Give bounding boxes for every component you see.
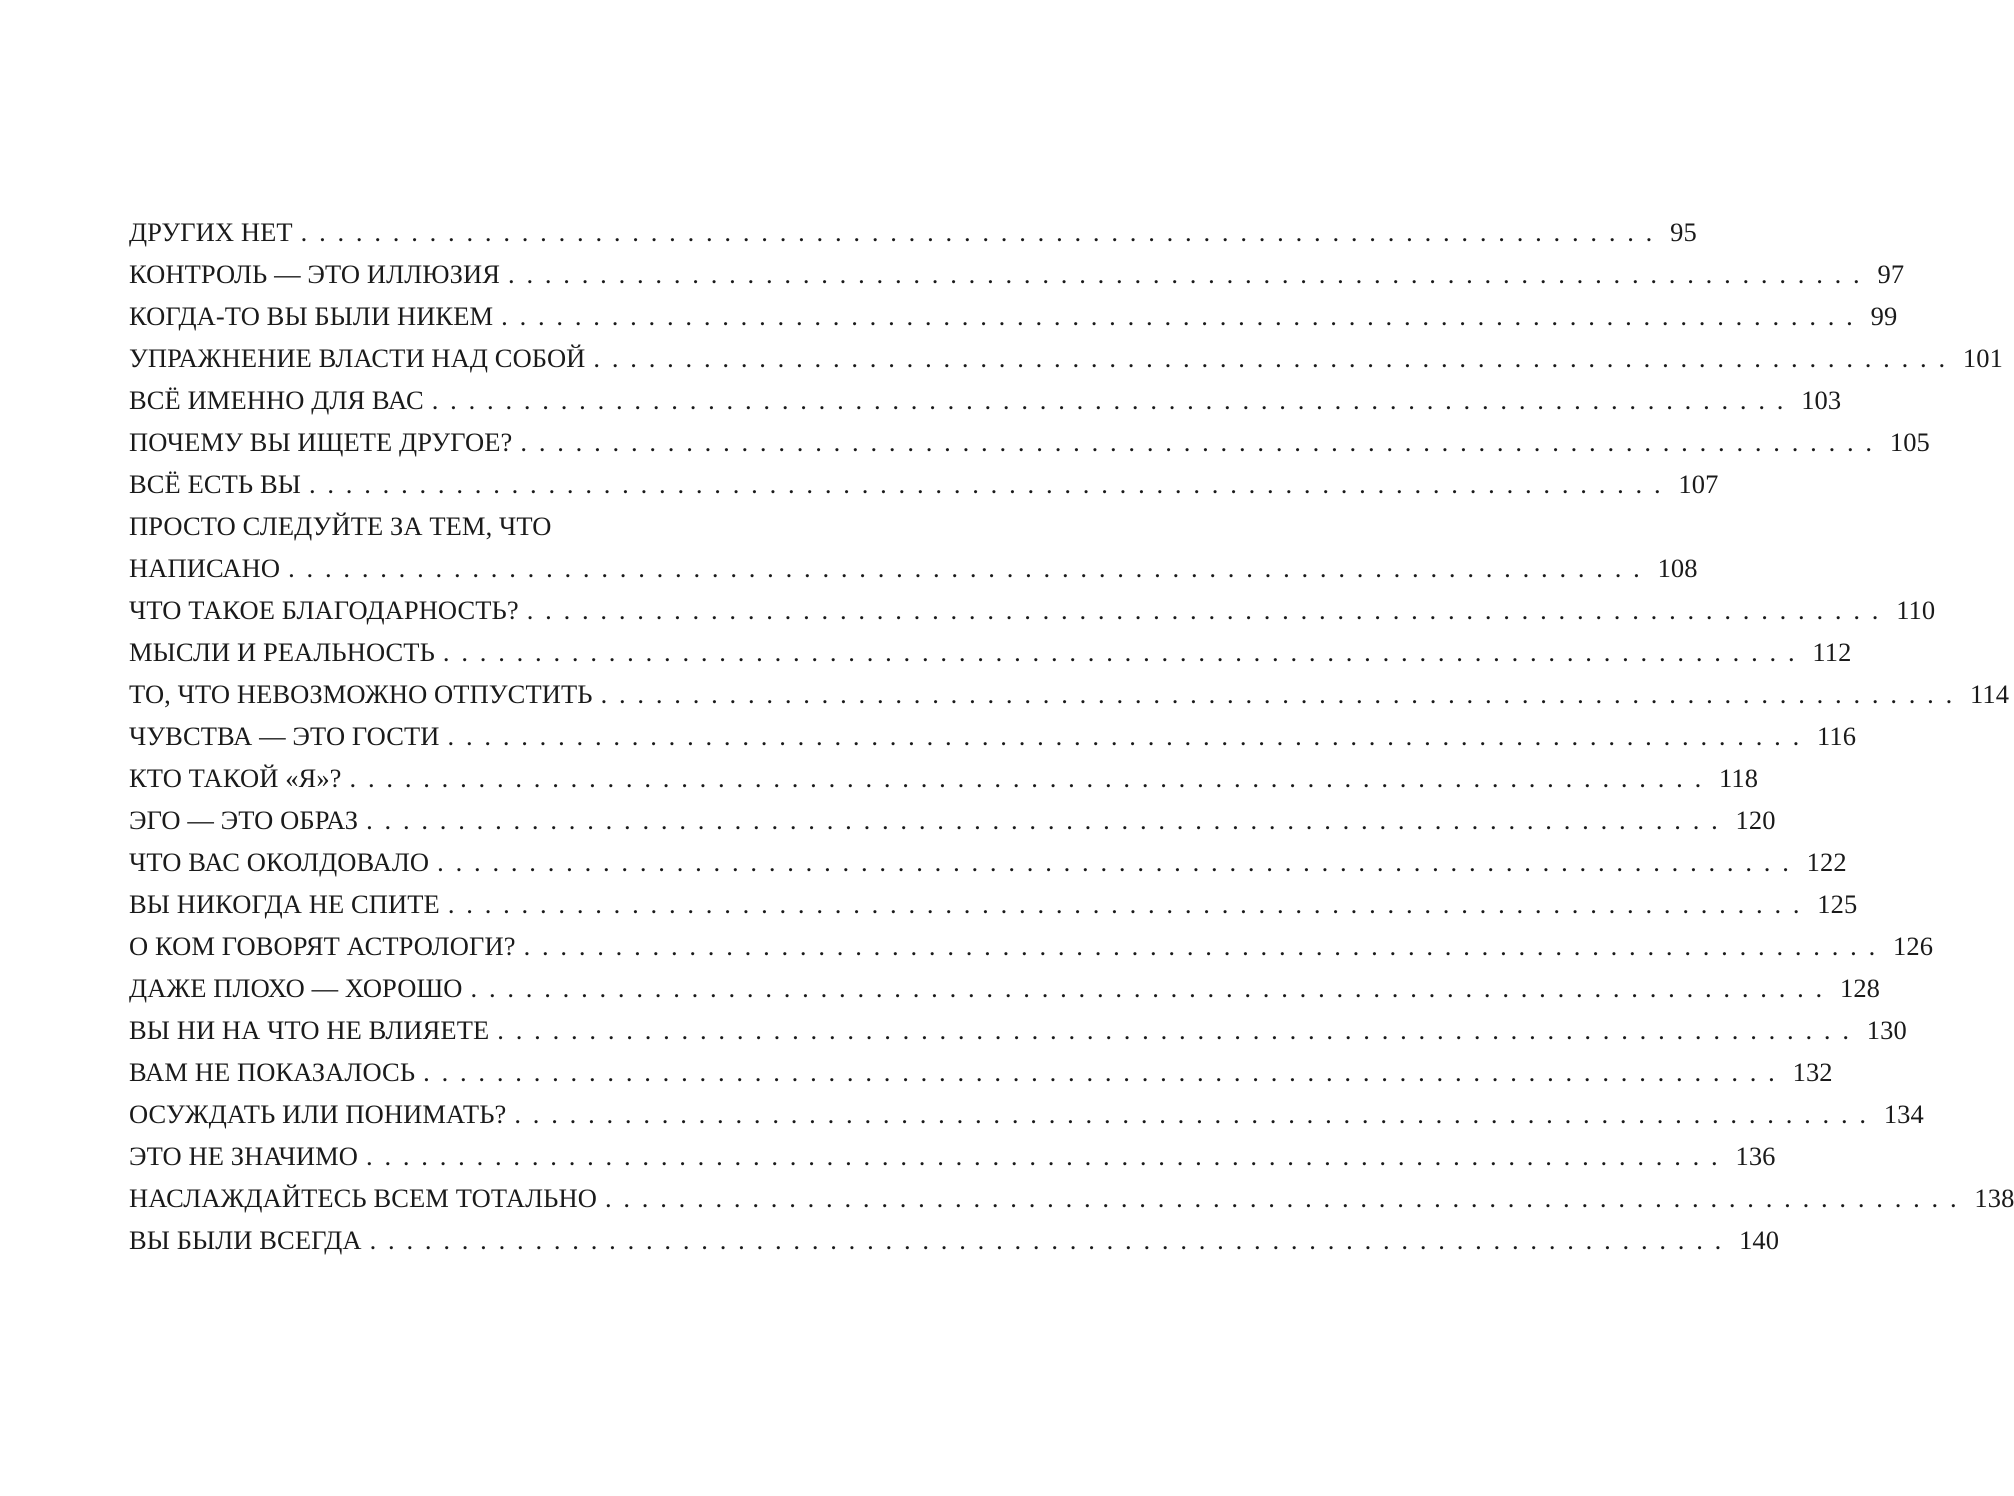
toc-entry-page-number: 125 bbox=[1817, 889, 1858, 919]
toc-entry bbox=[129, 799, 1776, 841]
toc-entry-title: ПОЧЕМУ ВЫ ИЩЕТЕ ДРУГОЕ? bbox=[129, 427, 513, 457]
toc-entry-page-number: 112 bbox=[1812, 637, 1852, 667]
toc-dot-leader: .......................................................................... bbox=[470, 973, 1834, 1003]
toc-entry-title: ЧТО ВАС ОКОЛДОВАЛО bbox=[129, 847, 430, 877]
toc-entry-page-number: 116 bbox=[1817, 721, 1857, 751]
toc-dot-leader: .......................................................................... bbox=[447, 889, 1812, 919]
toc-entry bbox=[129, 253, 1905, 295]
toc-entry-title: ЭТО НЕ ЗНАЧИМО bbox=[129, 1141, 359, 1171]
toc-entry bbox=[129, 1009, 1907, 1051]
toc-entry-page-number: 132 bbox=[1792, 1057, 1833, 1087]
toc-dot-leader: .......................................................................... bbox=[288, 553, 1652, 583]
toc-entry-title: КТО ТАКОЙ «Я»? bbox=[129, 763, 342, 793]
toc-entry bbox=[129, 295, 1898, 337]
toc-entry-page-number: 97 bbox=[1877, 259, 1905, 289]
toc-entry bbox=[129, 841, 1847, 883]
toc-dot-leader: .......................................................................... bbox=[526, 595, 1891, 625]
toc-entry-page-number: 101 bbox=[1962, 343, 2003, 373]
toc-dot-leader: .......................................................................... bbox=[600, 679, 1965, 709]
toc-entry-title: ВЫ НИКОГДА НЕ СПИТЕ bbox=[129, 889, 440, 919]
toc-dot-leader: .......................................................................... bbox=[437, 847, 1801, 877]
toc-entry-page-number: 99 bbox=[1870, 301, 1898, 331]
toc-entry bbox=[129, 337, 2003, 379]
toc-entry bbox=[129, 1051, 1833, 1093]
toc-entry bbox=[129, 589, 1936, 631]
toc-entry-title: УПРАЖНЕНИЕ ВЛАСТИ НАД СОБОЙ bbox=[129, 343, 586, 373]
toc-dot-leader: .......................................................................... bbox=[423, 1057, 1787, 1087]
toc-entry-page-number: 114 bbox=[1970, 679, 2010, 709]
toc-dot-leader: .......................................................................... bbox=[520, 427, 1884, 457]
toc-entry bbox=[129, 1177, 2014, 1219]
toc-entry bbox=[129, 421, 1930, 463]
toc-entry bbox=[129, 505, 787, 547]
toc-entry-title: ДАЖЕ ПЛОХО — ХОРОШО bbox=[129, 973, 463, 1003]
toc-entry-title: ЧУВСТВА — ЭТО ГОСТИ bbox=[129, 721, 440, 751]
toc-entry-title: ВАМ НЕ ПОКАЗАЛОСЬ bbox=[129, 1057, 416, 1087]
toc-entry-title: НАСЛАЖДАЙТЕСЬ ВСЕМ ТОТАЛЬНО bbox=[129, 1183, 597, 1213]
toc-entry bbox=[129, 673, 2010, 715]
toc-entry-title: ДРУГИХ НЕТ bbox=[129, 217, 293, 247]
toc-dot-leader: .......................................................................... bbox=[308, 469, 1673, 499]
toc-dot-leader: .......................................................................... bbox=[604, 1183, 1969, 1213]
toc-entry-title: ВЫ БЫЛИ ВСЕГДА bbox=[129, 1225, 362, 1255]
toc-entry-page-number: 134 bbox=[1883, 1099, 1924, 1129]
toc-entry-title: ВСЁ ИМЕННО ДЛЯ ВАС bbox=[129, 385, 424, 415]
toc-entry bbox=[129, 1135, 1776, 1177]
toc-entry bbox=[129, 715, 1857, 757]
toc-entry-page-number: 128 bbox=[1839, 973, 1881, 1003]
toc-entry-title: ЭГО — ЭТО ОБРАЗ bbox=[129, 805, 359, 835]
toc-dot-leader: .......................................................................... bbox=[497, 1015, 1861, 1045]
toc-entry bbox=[129, 883, 1858, 925]
toc-entry bbox=[129, 547, 1698, 589]
toc-entry-page-number: 105 bbox=[1889, 427, 1930, 457]
toc-entry-title: ВСЁ ЕСТЬ ВЫ bbox=[129, 469, 301, 499]
toc-entry-page-number: 136 bbox=[1735, 1141, 1776, 1171]
toc-entry-title: ТО, ЧТО НЕВОЗМОЖНО ОТПУСТИТЬ bbox=[129, 679, 593, 709]
toc-entry-title: ВЫ НИ НА ЧТО НЕ ВЛИЯЕТЕ bbox=[129, 1015, 490, 1045]
toc-entry-page-number: 107 bbox=[1678, 469, 1719, 499]
toc-entry-page-number: 122 bbox=[1806, 847, 1847, 877]
toc-dot-leader: .......................................................................... bbox=[349, 763, 1713, 793]
toc-entry-title: ЧТО ТАКОЕ БЛАГОДАРНОСТЬ? bbox=[129, 595, 519, 625]
toc-entry bbox=[129, 463, 1719, 505]
toc-entry bbox=[129, 757, 1759, 799]
toc-dot-leader: .......................................................................... bbox=[501, 301, 1865, 331]
toc-dot-leader: .......................................................................... bbox=[442, 637, 1807, 667]
toc-entry-page-number: 108 bbox=[1657, 553, 1698, 583]
toc-entry-title: КОНТРОЛЬ — ЭТО ИЛЛЮЗИЯ bbox=[129, 259, 501, 289]
toc-entry-title: КОГДА-ТО ВЫ БЫЛИ НИКЕМ bbox=[129, 301, 494, 331]
toc-dot-leader: .......................................................................... bbox=[366, 805, 1730, 835]
toc-entry-page-number: 140 bbox=[1739, 1225, 1780, 1255]
toc-entry bbox=[129, 967, 1881, 1009]
toc-dot-leader: .......................................................................... bbox=[514, 1099, 1878, 1129]
table-of-contents bbox=[129, 211, 2014, 1261]
toc-entry-page-number: 126 bbox=[1893, 931, 1934, 961]
toc-entry bbox=[129, 925, 1934, 967]
toc-dot-leader: .......................................................................... bbox=[366, 1141, 1730, 1171]
toc-dot-leader: .......................................................................... bbox=[431, 385, 1796, 415]
toc-entry-page-number: 120 bbox=[1735, 805, 1776, 835]
toc-entry-title: ПРОСТО СЛЕДУЙТЕ ЗА ТЕМ, ЧТО bbox=[129, 511, 552, 541]
toc-entry-page-number: 130 bbox=[1866, 1015, 1907, 1045]
toc-entry-title: ОСУЖДАТЬ ИЛИ ПОНИМАТЬ? bbox=[129, 1099, 507, 1129]
toc-dot-leader: .......................................................................... bbox=[369, 1225, 1734, 1255]
toc-entry bbox=[129, 631, 1852, 673]
toc-entry bbox=[129, 1219, 1780, 1261]
toc-dot-leader: .......................................................................... bbox=[523, 931, 1888, 961]
toc-entry bbox=[129, 1093, 1924, 1135]
toc-dot-leader: .......................................................................... bbox=[447, 721, 1811, 751]
toc-dot-leader: .......................................................................... bbox=[300, 217, 1665, 247]
toc-entry-page-number: 95 bbox=[1670, 217, 1697, 247]
toc-entry-page-number: 103 bbox=[1801, 385, 1842, 415]
toc-entry-page-number: 110 bbox=[1896, 595, 1936, 625]
toc-dot-leader: .......................................................................... bbox=[508, 259, 1872, 289]
toc-entry bbox=[129, 211, 1697, 253]
toc-entry-title: НАПИСАНО bbox=[129, 553, 281, 583]
toc-entry-page-number: 118 bbox=[1719, 763, 1759, 793]
toc-entry-page-number: 138 bbox=[1974, 1183, 2014, 1213]
toc-entry-title: О КОМ ГОВОРЯТ АСТРОЛОГИ? bbox=[129, 931, 516, 961]
toc-dot-leader: .......................................................................... bbox=[593, 343, 1957, 373]
toc-entry-title: МЫСЛИ И РЕАЛЬНОСТЬ bbox=[129, 637, 435, 667]
toc-entry bbox=[129, 379, 1842, 421]
